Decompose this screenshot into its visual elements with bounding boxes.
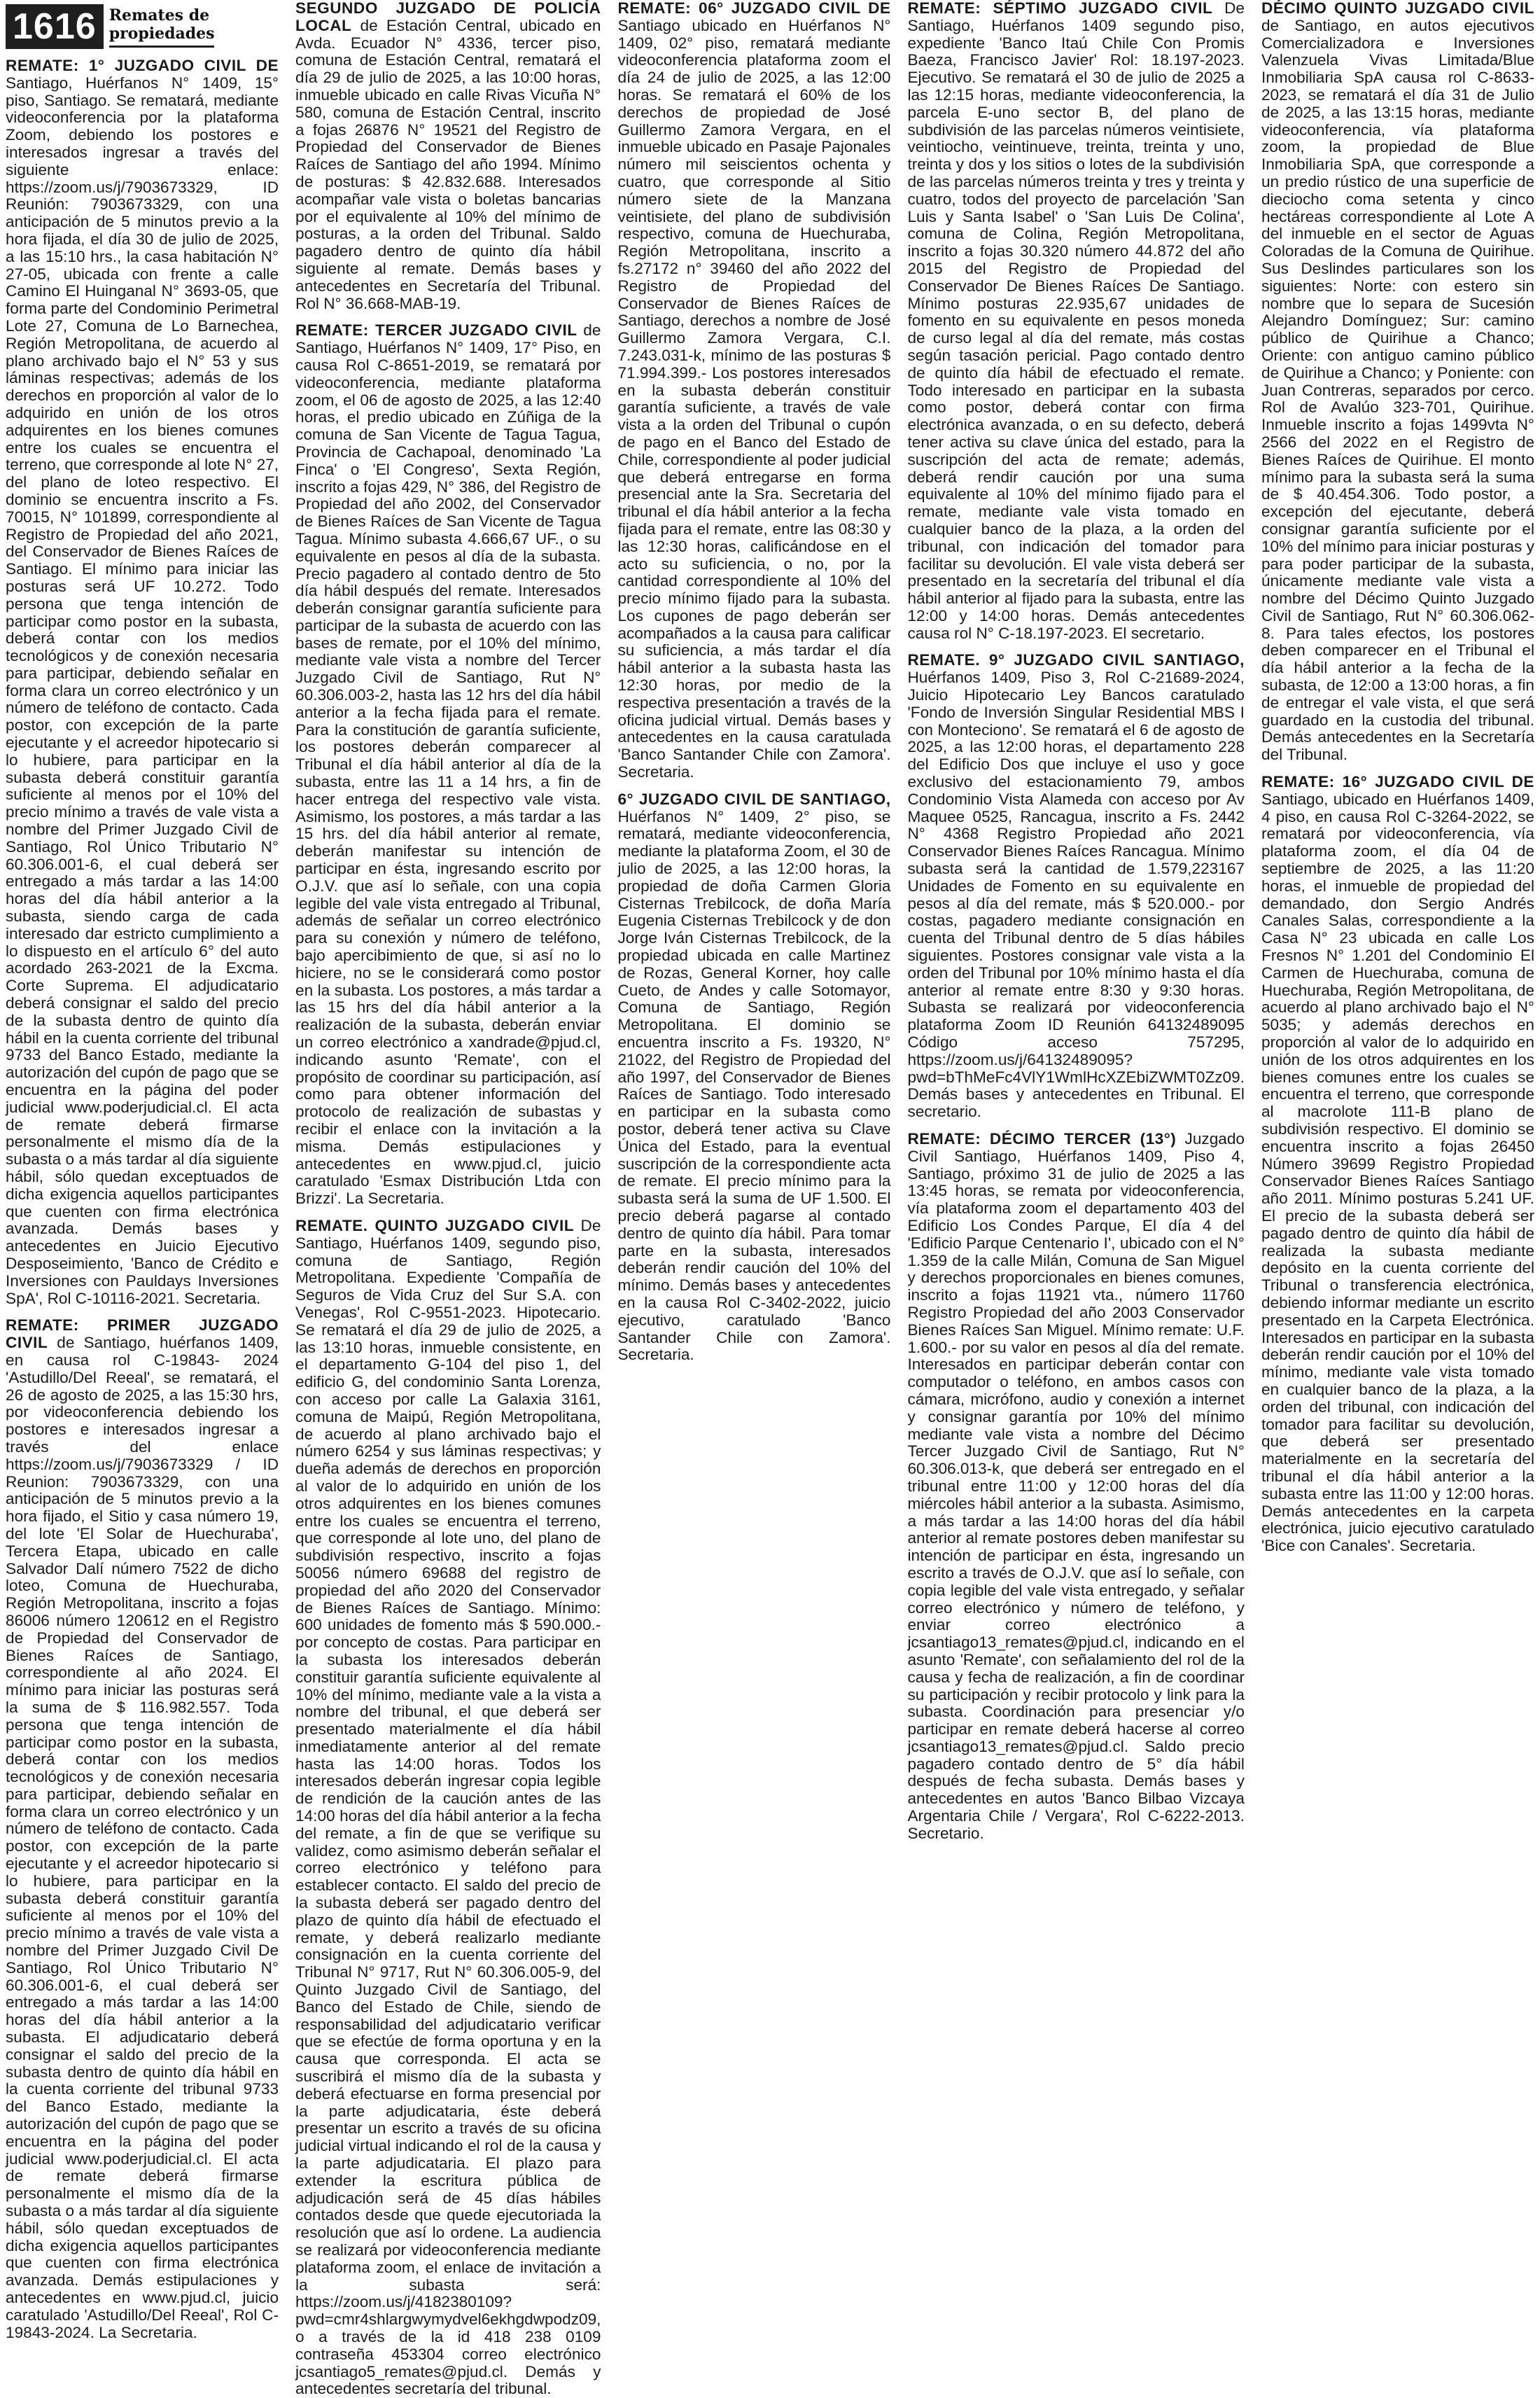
notice-body: Huérfanos 1409, Piso 3, Rol C-21689-2024, Juicio Hipotecario Ley Bancos caratulado 'Fondo de Inversión Singular Residential MBS I con Monteciono'. Se rematará el 6 de agosto de 2025, a las 12:00 horas, el departamento 228 del Edificio Dos que incluye el uso y goce exclusivo del estacionamiento 79, ambos Condominio Vista Alameda con acceso por Av Maquee 0525, Rancagua, inscrito a Fs. 2442 N° 4368 Registro Propiedad año 2021 Conservador Bienes Raíces Rancagua. Mínimo subasta será la cantidad de 1.579,223167 Unidades de Fomento en su equivalente en pesos al día del remate, más $ 520.000.- por costas, pagadero mediante consignación en cuenta del Tribunal dentro de 5 días hábiles siguientes. Postores consignar vale vista a la orden del Tribunal por 10% mínimo hasta el día anterior al remate entre 8:30 y 9:30 horas. Subasta se realizará por videoconferencia plataforma Zoom ID Reunión 64132489095 Código acceso 757295, https://zoom.us/j/64132489095?pwd=bThMeFc4VlY1WmlHcXZEbiZWMT0Zz09. Demás bases y antecedentes en Tribunal. El secretario. (907, 669, 1245, 1121)
notice (1261, 0, 1534, 764)
notice-heading: REMATE. 9° JUZGADO CIVIL SANTIAGO, (907, 651, 1245, 669)
section-title-line1: Remates de (108, 6, 210, 25)
notice (1261, 774, 1534, 1555)
notice-body: Santiago ubicado en Huérfanos N° 1409, 02° piso, rematará mediante videoconferencia plataforma zoom el día 24 de julio de 2025, a las 12:00 horas. Se rematará el 60% de los derechos de propiedad de José Guillermo Zamora Vergara, en el inmueble ubicado en Pasaje Pajonales número mil seiscientos ochenta y cuatro, que corresponde al Sitio número siete de la Manzana veintisiete, del plano de subdivisión respectivo, comuna de Huechuraba, Región Metropolitana, inscrito a fs.27172 n° 39460 del año 2022 del Registro de Propiedad del Conservador de Bienes Raíces de Santiago, derechos a nombre de José Guillermo Zamora Vergara, C.I. 7.243.031-k, mínimo de las posturas $ 71.994.399.- Los postores interesados en la subasta deberán constituir garantía suficiente, a través de vale vista a la orden del Tribunal o cupón de pago en el Banco del Estado de Chile, correspondiente al poder judicial que deberá entregarse en forma presencial ante la Sra. Secretaria del tribunal el día hábil anterior a la fecha fijada para el remate, entre las 08:30 y las 12:30 horas, calificándose en el acto su suficiencia, o no, por la cantidad correspondiente al 10% del precio mínimo fijado para la subasta. Los cupones de pago deberán ser acompañados a la causa para calificar su suficiencia, a más tardar el día hábil anterior a la subasta hasta las 12:30 horas, por medio de la respectiva presentación a través de la oficina judicial virtual. Demás bases y antecedentes en la causa caratulada 'Banco Santander Chile con Zamora'. Secretaria. (617, 16, 891, 781)
notice-body: De Santiago, Huérfanos 1409, segundo piso, comuna de Santiago, Región Metropolitana. Expediente 'Compañía de Seguros de Vida Cruz del Sur S.A. con Venegas', Rol C-9551-2023. Hipotecario. Se rematará el día 29 de julio de 2025, a las 13:10 horas, inmueble consistente, en el departamento G-104 del piso 1, del edificio G, del condominio Santa Lorenza, con acceso por calle La Galaxia 3161, comuna de Maipú, Región Metropolitana, de acuerdo al plano archivado bajo el número 6254 y sus láminas respectivas; y dueña además de derechos en proporción al valor de lo adquirido en unión de los otros adquirentes en los bienes comunes entre los cuales se encuentra el terreno, que corresponde al lote uno, del plano de subdivisión respectivo, inscrito a fojas 50056 número 69688 del registro de propiedad del año 2020 del Conservador de Bienes Raíces de Santiago. Mínimo: 600 unidades de fomento más $ 590.000.- por concepto de costas. Para participar en la subasta los interesados deberán constituir garantía suficiente equivalente al 10% del mínimo, mediante vale a la vista a nombre del tribunal, el que deberá ser presentado materialmente el día hábil inmediatamente anterior al del remate hasta las 14:00 horas. Todos los interesados deberán ingresar copia legible de rendición de la caución antes de las 14:00 horas del día hábil anterior a la fecha del remate, a fin de que se verifique su validez, como asimismo deberán señalar el correo electrónico y teléfono para establecer contacto. El saldo del precio de la subasta deberá ser pagado dentro del plazo de quinto día hábil de efectuado el remate, y deberá realizarlo mediante consignación en la cuenta corriente del Tribunal N° 9717, Rut N° 60.306.005-9, del Quinto Juzgado Civil de Santiago, del Banco del Estado de Chile, siendo de responsabilidad del adjudicatario verificar que se efectúe de forma oportuna y en la causa que corresponda. El acta se suscribirá el mismo día de la subasta y deberá efectuarse en forma presencial por la parte adjudicataria, éste deberá presentar un escrito a través de su oficina judicial virtual indicando el rol de la causa y la parte adjudicataria. El plazo para extender la escritura pública de adjudicación será de 45 días hábiles contados desde que quede ejecutoriada la resolución que así lo ordene. La audiencia se realizará por videoconferencia mediante plataforma zoom, el enlace de invitación a la subasta será: https://zoom.us/j/4182380109?pwd=cmr4shlargwymydvel6ekhgdwpodz09, o a través de la id 418 238 0109 contraseña 453304 correo electrónico jcsantiago5_remates@pjud.cl. Demás y antecedentes secretaría del tribunal. (295, 1216, 601, 2398)
column-3 (617, 0, 890, 2315)
notice (295, 0, 601, 312)
notice-text (617, 0, 890, 781)
notice (6, 57, 279, 1307)
notice-text (6, 1317, 279, 2341)
notice-body: de Estación Central, ubicado en Avda. Ecuador N° 4336, tercer piso, comuna de Estación Central, rematará el día 29 de julio de 2025, a las 10:00 horas, inmueble ubicado en calle Rivas Vicuña N° 580, comuna de Estación Central, inscrito a fojas 26876 N° 19521 del Registro de Propiedad del Conservador de Bienes Raíces de Santiago del año 1994. Mínimo de posturas: $ 42.832.688. Interesados acompañar vale vista o boletas bancarias por el equivalente al 10% del mínimo de posturas, a la orden del Tribunal. Saldo pagadero dentro de quinto día hábil siguiente al remate. Demás bases y antecedentes en Secretaría del Tribunal. Rol N° 36.668-MAB-19. (295, 16, 601, 312)
notice-body: de Santiago, huérfanos 1409, en causa rol C-19843- 2024 'Astudillo/Del Reeal', se rematará, el 26 de agosto de 2025, a las 15:30 hrs, por videoconferencia debiendo los postores e interesados ingresar a través del enlace https://zoom.us/j/7903673329 / ID Reunion: 7903673329, con una anticipación de 5 minutos previo a la hora fijado, el Sitio y casa número 19, del lote 'El Solar de Huechuraba', Tercera Etapa, ubicado en calle Salvador Dalí número 7522 de dicho loteo, Comuna de Huechuraba, Región Metropolitana, inscrito a fojas 86006 número 120612 en el Registro de Propiedad del Conservador de Bienes Raíces de Santiago, correspondiente al año 2024. El mínimo para iniciar las posturas será la suma de $ 116.982.557. Toda persona que tenga intención de participar como postor en la subasta, deberá contar con los medios tecnológicos y de conexión necesaria para participar, debiendo señalar en forma clara un correo electrónico y un número de teléfono de contacto. Cada postor, con excepción de la parte ejecutante y el acreedor hipotecario si lo hubiere, para participar en la subasta deberá constituir garantía suficiente al menos por el 10% del precio mínimo a través de vale vista a nombre del Primer Juzgado Civil De Santiago, Rol Único Tributario N° 60.306.001-6, el cual deberá ser entregado a más tardar a las 14:00 horas del día hábil anterior a la subasta. El adjudicatario deberá consignar el saldo del precio de la subasta dentro de quinto día hábil en la cuenta corriente del tribunal 9733 del Banco Estado, mediante la autorización del cupón de pago que se encuentra en la página del poder judicial www.poderjudicial.cl. El acta de remate deberá firmarse personalmente el mismo día de la subasta o a más tardar al día siguiente hábil, sólo quedan exceptuados de dicha exigencia aquellos participantes que cuenten con firma electrónica avanzada. Demás estipulaciones y antecedentes en www.pjud.cl, juicio caratulado 'Astudillo/Del Reeal', Rol C- 19843-2024. La Secretaria. (6, 1334, 279, 2341)
notice-heading: REMATE: TERCER JUZGADO CIVIL (295, 321, 578, 340)
notice-heading: REMATE: DÉCIMO TERCER (13°) (907, 1130, 1177, 1148)
notice (907, 1131, 1244, 1843)
column-1 (6, 0, 279, 2341)
notice-text (907, 0, 1244, 642)
notice-heading: DÉCIMO QUINTO JUZGADO CIVIL (1261, 0, 1534, 17)
notice-body: Juzgado Civil Santiago, Huérfanos 1409, Piso 4, Santiago, próximo 31 de julio de 2025 a las 13:45 horas, se remata por videoconferencia, vía plataforma zoom el departamento 403 del Edificio Los Condes Parque, El día 4 del 'Edificio Parque Centenario I', ubicado con el N° 1.359 de la calle Milán, Comuna de San Miguel y derechos proporcionales en bienes comunes, inscrito a fojas 11921 vta., número 11760 Registro Propiedad del año 2003 Conservador Bienes Raíces San Miguel. Mínimo remate: U.F. 1.600.- por su valor en pesos al día del remate. Interesados en participar deberán contar con computador o teléfono, en ambos casos con cámara, micrófono, audio y conexión a internet y consignar garantía por 10% del mínimo mediante vale vista a nombre del Décimo Tercer Juzgado Civil de Santiago, Rut N° 60.306.013-k, que deberá ser entregado en el tribunal entre 11:00 y 12:00 horas del día miércoles hábil anterior a la subasta. Asimismo, a más tardar a las 14:00 horas del día hábil anterior al remate postores deben manifestar su intención de participar en ésta, ingresando un escrito a través de O.J.V. que así lo señale, con copia legible del vale vista entregado, y señalar correo electrónico y número de teléfono, y enviar correo electrónico a jcsantiago13_remates@pjud.cl, indicando en el asunto 'Remate', con señalamiento del rol de la causa y fecha de realización, a fin de coordinar su participación y recibir protocolo y link para la subasta. Coordinación para presenciar y/o participar en remate deberá hacerse al correo jcsantiago13_remates@pjud.cl. Saldo precio pagadero contado dentro de 5° día hábil después de fecha subasta. Demás bases y antecedentes en autos 'Banco Bilbao Vizcaya Argentaria Chile / Vergara', Rol C-6222-2013. Secretario. (907, 1130, 1245, 1842)
notice-text (295, 0, 601, 312)
notice-body: Santiago, ubicado en Huérfanos 1409, 4 piso, en causa Rol C-3264-2022, se rematará por videoconferencia, vía plataforma zoom, el día 04 de septiembre de 2025, a las 11:20 horas, el inmueble de propiedad del demandado, don Sergio Andrés Canales Salas, correspondiente a la Casa N° 23 ubicada en calle Los Fresnos N° 1.201 del Condominio El Carmen de Huechuraba, comuna de Huechuraba, Región Metropolitana, de acuerdo al plano archivado bajo el N° 5035; y además derechos en proporción al valor de lo adquirido en unión de los otros adquirentes en los bienes comunes entre los cuales se encuentra el terreno, que corresponde al macrolote 111-B plano de subdivisión respectivo. El dominio se encuentra inscrito a fojas 26450 Número 39699 Registro Propiedad Conservador Bienes Raíces Santiago año 2011. Mínimo posturas 5.241 UF. El precio de la subasta deberá ser pagado dentro de quinto día hábil de realizada la subasta mediante depósito en la cuenta corriente del Tribunal o transferencia electrónica, debiendo informar mediante un escrito presentado en la Carpeta Electrónica. Interesados en participar en la subasta deberán rendir caución por el 10% del mínimo, mediante vale vista tomado en cualquier banco de la plaza, a la orden del tribunal, con indicación del tomador para facilitar su devolución, que deberá ser presentado materialmente en la secretaría del tribunal el día hábil anterior a la subasta entre las 11:00 y 12:00 horas. Demás antecedentes en la carpeta electrónica, juicio ejecutivo caratulado 'Bice con Canales'. Secretaria. (1261, 790, 1534, 1555)
notice-heading: SEGUNDO JUZGADO DE POLICÍA LOCAL (295, 0, 601, 34)
notice-text (907, 1131, 1244, 1843)
notice-body: De Santiago, Huérfanos 1409 segundo piso, expediente 'Banco Itaú Chile Con Promis Baeza, Francisco Javier' Rol: 18.197-2023. Ejecutivo. Se rematará el 30 de julio de 2025 a las 12:15 horas, mediante videoconferencia, la parcela E-uno sector B, del plano de subdivisión de las parcelas números veintisiete, veintiocho, veintinueve, treinta, treinta y uno, treinta y dos y los sitios o lotes de la subdivisión de las parcelas números treinta y tres y treinta y cuatro, todos del proyecto de parcelación 'San Luis y Santa Isabel' o 'San Luis De Colina', comuna de Colina, Región Metropolitana, inscrito a fojas 30.320 número 44.872 del año 2015 del Registro de Propiedad del Conservador De Bienes Raíces De Santiago. Mínimo posturas 22.935,67 unidades de fomento en su equivalente en pesos moneda de curso legal al día del remate, más costas según tasación pericial. Pago contado dentro de quinto día hábil de efectuado el remate. Todo interesado en participar en la subasta como postor, deberá contar con firma electrónica avanzada, o en su defecto, deberá tener activa su clave única del estado, para la suscripción del acta de remate; además, deberá rendir caución por una suma equivalente al 10% del mínimo fijado para el remate, mediante vale vista tomado en cualquier banco de la plaza, a la orden del tribunal, con indicación del tomador para facilitar su devolución. El vale vista deberá ser presentado en la secretaría del tribunal el día hábil anterior al fijado para la subasta, entre las 12:00 y 14:00 horas. Demás antecedentes causa rol N° C-18.197-2023. El secretario. (907, 0, 1245, 642)
notice (907, 0, 1244, 642)
notice-body: Huérfanos N° 1409, 2° piso, se rematará, mediante videoconferencia, mediante la plataforma Zoom, el 30 de julio de 2025, a las 12:00 horas, la propiedad de doña Carmen Gloria Cisternas Trebilcock, de doña María Eugenia Cisternas Trebilcock y de don Jorge Iván Cisternas Trebilcock, de la propiedad ubicada en calle Martinez de Rozas, General Korner, hoy calle Cueto, de Andes y calle Sotomayor, Comuna de Santiago, Región Metropolitana. El dominio se encuentra inscrito a Fs. 19320, N° 21022, del Registro de Propiedad del año 1997, del Conservador de Bienes Raíces de Santiago. Todo interesado en participar en la subasta como postor, deberá tener activa su Clave Única del Estado, para la eventual suscripción de la correspondiente acta de remate. El precio mínimo para la subasta será la suma de UF 1.500. El precio deberá pagarse al contado dentro de quinto día hábil. Para tomar parte en la subasta, interesados deberán rendir caución del 10% del mínimo. Demás bases y antecedentes en la causa Rol C-3402-2022, juicio ejecutivo, caratulado 'Banco Santander Chile con Zamora'. Secretaria. (617, 807, 891, 1364)
notice-text (6, 57, 279, 1307)
notice-heading: REMATE: 1° JUZGADO CIVIL DE (6, 57, 279, 74)
notice-body: de Santiago, Huérfanos N° 1409, 17° Piso, en causa Rol C-8651-2019, se rematará por videoconferencia, mediante plataforma zoom, el 06 de agosto de 2025, a las 12:40 horas, el predio ubicado en Zúñiga de la comuna de San Vicente de Tagua Tagua, Provincia de Cachapoal, denominado 'La Finca' o 'El Congreso', Sexta Región, inscrito a fojas 429, N° 386, del Registro de Propiedad del año 2002, del Conservador de Bienes Raíces de San Vicente de Tagua Tagua. Mínimo subasta 4.666,67 UF., o su equivalente en pesos al día de la subasta. Precio pagadero al contado dentro de 5to día hábil después del remate. Interesados deberán consignar garantía suficiente para participar de la subasta de acuerdo con las bases de remate, por el 10% del mínimo, mediante vale vista a nombre del Tercer Juzgado Civil de Santiago, Rut N° 60.306.003-2, hasta las 12 hrs del día hábil anterior a la fecha fijada para el remate. Para la constitución de garantía suficiente, los postores deberán comparecer al Tribunal el día hábil anterior al día de la subasta, entre las 11 a 14 hrs, a fin de hacer entrega del respectivo vale vista. Asimismo, los postores, a más tardar a las 15 hrs. del día hábil anterior al remate, deberán manifestar su intención de participar en ésta, ingresando escrito por O.J.V. que así lo señale, con una copia legible del vale vista entregado al Tribunal, además de señalar un correo electrónico para su conexión y número de teléfono, bajo apercibimiento de que, si así no lo hiciere, no se le considerará como postor en la subasta. Los postores, a más tardar a las 15 hrs del día hábil anterior a la realización de la subasta, deberán enviar un correo electrónico a xandrade@pjud.cl, indicando asunto 'Remate', con el propósito de coordinar su participación, así como para obtener información del protocolo de realización de subastas y recibir el enlace con la invitación a la misma. Demás estipulaciones y antecedentes en www.pjud.cl, juicio caratulado 'Esmax Distribución Ltda con Brizzi'. La Secretaria. (295, 321, 601, 1208)
notice-text (1261, 0, 1534, 764)
notice-text (1261, 774, 1534, 1555)
notice-heading: REMATE: 06° JUZGADO CIVIL DE (617, 0, 891, 17)
masthead (6, 4, 279, 49)
notice-body: de Santiago, en autos ejecutivos Comercializadora e Inversiones Valenzuela Vivas Limitada/Blue Inmobiliaria SpA causa rol C-8633-2023, se rematará el día 31 de Julio de 2025, a las 13:15 horas, mediante videoconferencia, vía plataforma zoom, la propiedad de Blue Inmobiliaria SpA, que corresponde a un predio rústico de una superficie de dieciocho coma setenta y cinco hectáreas correspondiente al Lote A del inmueble en el sector de Aguas Coloradas de la Comuna de Quirihue. Sus Deslindes particulares son los siguientes: Norte: con estero sin nombre que lo separa de Sucesión Alejandro Domínguez; Sur: camino público de Quirihue a Chanco; Oriente: con antiguo camino público de Quirihue a Chanco; y Poniente: con Juan Contreras, separados por cerco. Rol de Avalúo 323-701, Quirihue. Inmueble inscrito a fojas 1499vta N° 2566 del 2022 en el Registro de Bienes Raíces de Quirihue. El monto mínimo para la subasta será la suma de $ 40.454.306. Todo postor, a excepción del ejecutante, deberá consignar garantía suficiente por el 10% del mínimo para iniciar posturas y para poder participar de la subasta, únicamente mediante vale vista a nombre del Décimo Quinto Juzgado Civil de Santiago, Rut N° 60.306.062-8. Para tales efectos, los postores deben comparecer en el Tribunal el día hábil anterior a la fecha de la subasta, de 12:00 a 13:00 horas, a fin de entregar el vale vista, el que será guardado en la custodia del tribunal. Demás antecedentes en la Secretaría del Tribunal. (1261, 16, 1534, 764)
notice-heading: 6° JUZGADO CIVIL DE SANTIAGO, (617, 790, 891, 808)
section-title-line2: propiedades (108, 24, 215, 43)
notice-heading: REMATE: PRIMER JUZGADO CIVIL (6, 1316, 279, 1352)
column-4 (907, 0, 1244, 2315)
notice (907, 652, 1244, 1121)
notice (295, 322, 601, 1208)
notice (6, 1317, 279, 2341)
column-2 (295, 0, 601, 2398)
notice (617, 0, 890, 781)
section-title (109, 6, 215, 48)
notice-text (907, 652, 1244, 1121)
notice (295, 1218, 601, 2398)
notice-heading: REMATE. QUINTO JUZGADO CIVIL (295, 1216, 575, 1234)
notice (617, 791, 890, 1364)
notice-body: Santiago, Huérfanos N° 1409, 15° piso, Santiago. Se rematará, mediante videoconferencia por la plataforma Zoom, debiendo los postores e interesados ingresar a través del siguiente enlace: https://zoom.us/j/7903673329, ID Reunión: 7903673329, con una anticipación de 5 minutos previo a la hora fijada, el día 30 de julio de 2025, a las 15:10 hrs., la casa habitación N° 27-05, ubicada con frente a calle Camino El Huinganal N° 3693-05, que forma parte del Condominio Perimetral Lote 27, Comuna de Lo Barnechea, Región Metropolitana, de acuerdo al plano archivado bajo el N° 53 y sus láminas respectivas; además de los derechos en proporción al valor de lo adquirido en unión de los otros adquirentes en los bienes comunes entre los cuales se encuentra el terreno, que corresponde al lote N° 27, del plano de loteo respectivo. El dominio se encuentra inscrito a Fs. 70015, N° 101899, correspondiente al Registro de Propiedad del año 2021, del Conservador de Bienes Raíces de Santiago. El mínimo para iniciar las posturas será UF 10.272. Todo persona que tenga intención de participar como postor en la subasta, deberá contar con los medios tecnológicos y de conexión necesaria para participar, debiendo señalar en forma clara un correo electrónico y un número de teléfono de contacto. Cada postor, con excepción de la parte ejecutante y el acreedor hipotecario si lo hubiere, para participar en la subasta deberá constituir garantía suficiente al menos por el 10% del precio mínimo a través de vale vista a nombre del Primer Juzgado Civil de Santiago, Rol Único Tributario N° 60.306.001-6, el cual deberá ser entregado a más tardar a las 14:00 horas del día hábil anterior a la subasta, siendo carga de cada interesado dar estricto cumplimiento a lo dispuesto en el artículo 6° del auto acordado 263-2021 de la Excma. Corte Suprema. El adjudicatario deberá consignar el saldo del precio de la subasta dentro de quinto día hábil en la cuenta corriente del tribunal 9733 del Banco Estado, mediante la autorización del cupón de pago que se encuentra en la página del poder judicial www.poderjudicial.cl. El acta de remate deberá firmarse personalmente el mismo día de la subasta o a más tardar al día siguiente hábil, sólo quedan exceptuados de dicha exigencia aquellos participantes que cuenten con firma electrónica avanzada. Demás bases y antecedentes en Juicio Ejecutivo Desposeimiento, 'Banco de Crédito e Inversiones con Pauldays Inversiones SpA', Rol C-10116-2021. Secretaria. (6, 74, 279, 1307)
notice-text (295, 322, 601, 1208)
page-number: 1616 (6, 4, 104, 49)
column-5 (1261, 0, 1534, 2315)
notice-heading: REMATE: 16° JUZGADO CIVIL DE (1261, 773, 1534, 791)
notice-text (617, 791, 890, 1364)
newspaper-page (6, 0, 1534, 2398)
notice-text (295, 1218, 601, 2398)
notice-heading: REMATE: SÉPTIMO JUZGADO CIVIL (907, 0, 1213, 17)
